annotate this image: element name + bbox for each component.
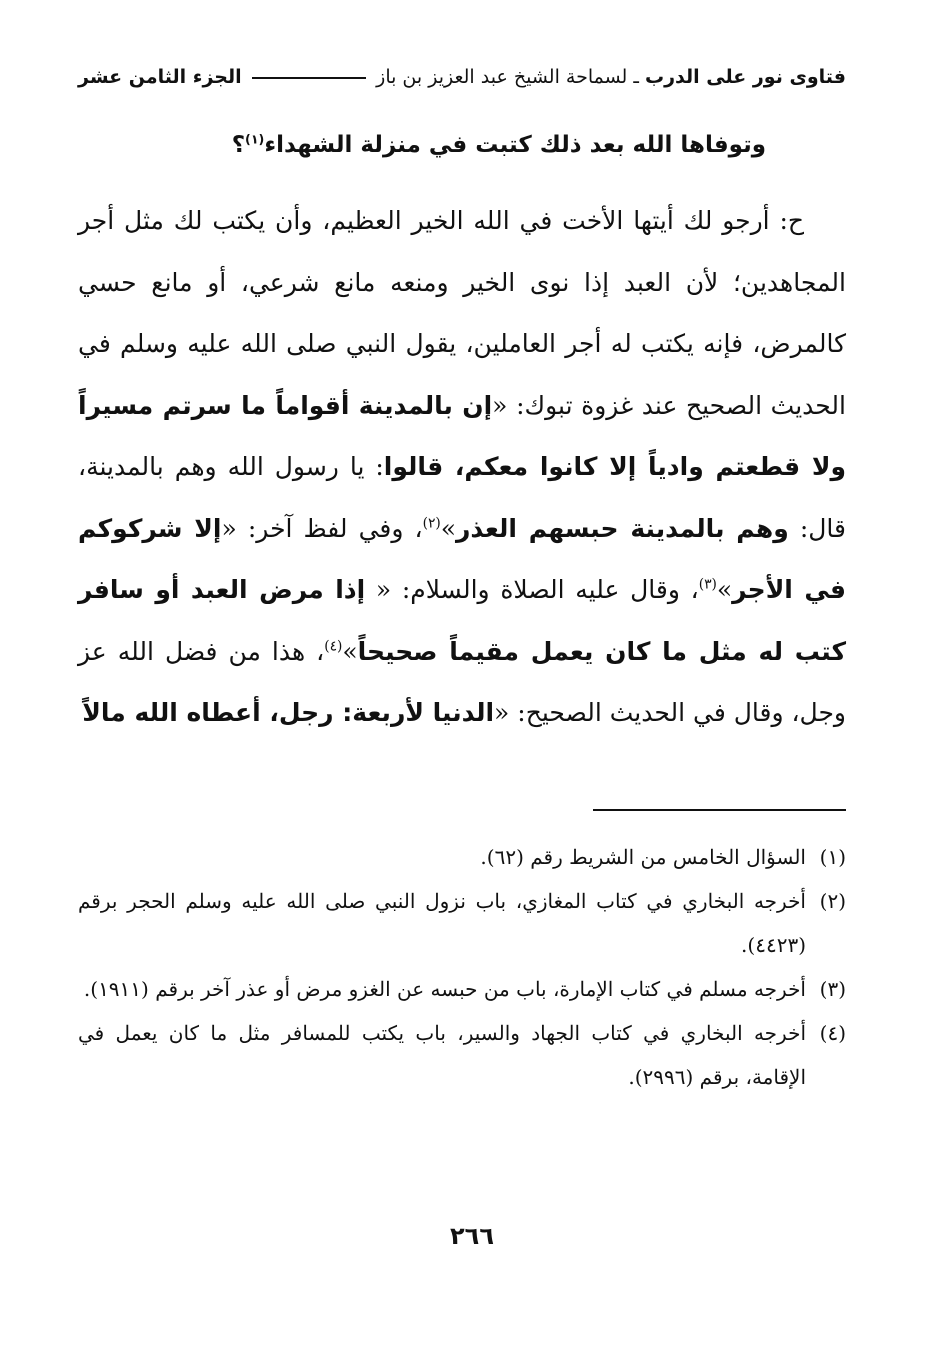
hadith-quote-1: إن بالمدينة أقواماً ما سرتم مسيراً ولا قطعتم وادياً إلا كانوا معكم، قالوا — [78, 390, 846, 481]
footnote-number: (١) — [819, 845, 846, 869]
answer-text-1: ح: أرجو لك أيتها الأخت في الله الخير العظيم، وأن يكتب لك مثل أجر المجاهدين؛ لأن العبد إذا نوى الخير ومنعه مانع شرعي، أو مانع حسي كالمرض، فإنه يكتب له أجر العاملين، يقول النبي صلى الله عليه وسلم في الحديث الصحيح عند غزوة تبوك: « — [78, 206, 846, 420]
hadith-quote-5: الدنيا لأربعة: رجل، أعطاه الله مالاً — [82, 698, 495, 727]
page-number: ٢٦٦ — [450, 1222, 494, 1250]
part-label: الجزء الثامن عشر — [78, 66, 242, 88]
footnote-ref-3: (٣) — [698, 576, 717, 593]
book-title-main: فتاوى نور على الدرب — [645, 66, 846, 88]
footnote-ref-2: (٢) — [422, 515, 441, 532]
footnote-separator — [593, 809, 846, 811]
footnote-number: (٤) — [819, 1021, 846, 1045]
question-line — [78, 122, 846, 168]
hadith-quote-4: إذا مرض العبد أو سافر كتب له مثل ما كان يعمل مقيماً صحيحاً — [78, 575, 846, 666]
question-text: وتوفاها الله بعد ذلك كتبت في منزلة الشهداء — [264, 132, 766, 158]
quote-close-2: » — [716, 575, 733, 604]
footnote-number: (٢) — [819, 889, 846, 913]
footnote-ref-4: (٤) — [324, 638, 343, 655]
answer-text-2: : يا رسول الله وهم بالمدينة، قال: — [78, 452, 846, 543]
answer-text-5: ، هذا من فضل الله عز وجل، وقال في الحديث الصحيح: « — [78, 636, 846, 727]
question-mark: ؟ — [231, 132, 246, 158]
book-title — [376, 66, 846, 88]
footnote-text: أخرجه مسلم في كتاب الإمارة، باب من حبسه عن الغزو مرض أو عذر آخر برقم (١٩١١). — [83, 977, 806, 1001]
header-rule — [252, 77, 367, 79]
hadith-quote-2: وهم بالمدينة حبسهم العذر — [456, 513, 789, 543]
quote-close-1: » — [440, 513, 457, 543]
book-author: ـ لسماحة الشيخ عبد العزيز بن باز — [376, 66, 639, 88]
footnote-text: أخرجه البخاري في كتاب المغازي، باب نزول النبي صلى الله عليه وسلم الحجر برقم (٤٤٢٣). — [78, 889, 806, 957]
footnote-3 — [78, 967, 846, 1011]
footnote-1 — [78, 835, 846, 879]
footnotes — [78, 835, 846, 1099]
footnote-2 — [78, 879, 846, 967]
footnote-number: (٣) — [819, 977, 846, 1001]
footnote-ref-1: (١) — [245, 131, 265, 147]
answer-text-4: ، وقال عليه الصلاة والسلام: « — [365, 575, 699, 604]
footnote-4 — [78, 1011, 846, 1099]
footnote-text: السؤال الخامس من الشريط رقم (٦٢). — [480, 845, 806, 869]
running-header — [78, 60, 846, 94]
footnote-text: أخرجه البخاري في كتاب الجهاد والسير، باب يكتب للمسافر مثل ما كان يعمل في الإقامة، برقم (٢٩٩٦). — [78, 1021, 806, 1089]
answer-text-3: ، وفي لفظ آخر: « — [221, 513, 423, 543]
answer-paragraph — [78, 190, 846, 744]
quote-close-3: » — [342, 636, 358, 666]
hadith-quote-3: إلا شركوكم في الأجر — [78, 513, 846, 604]
